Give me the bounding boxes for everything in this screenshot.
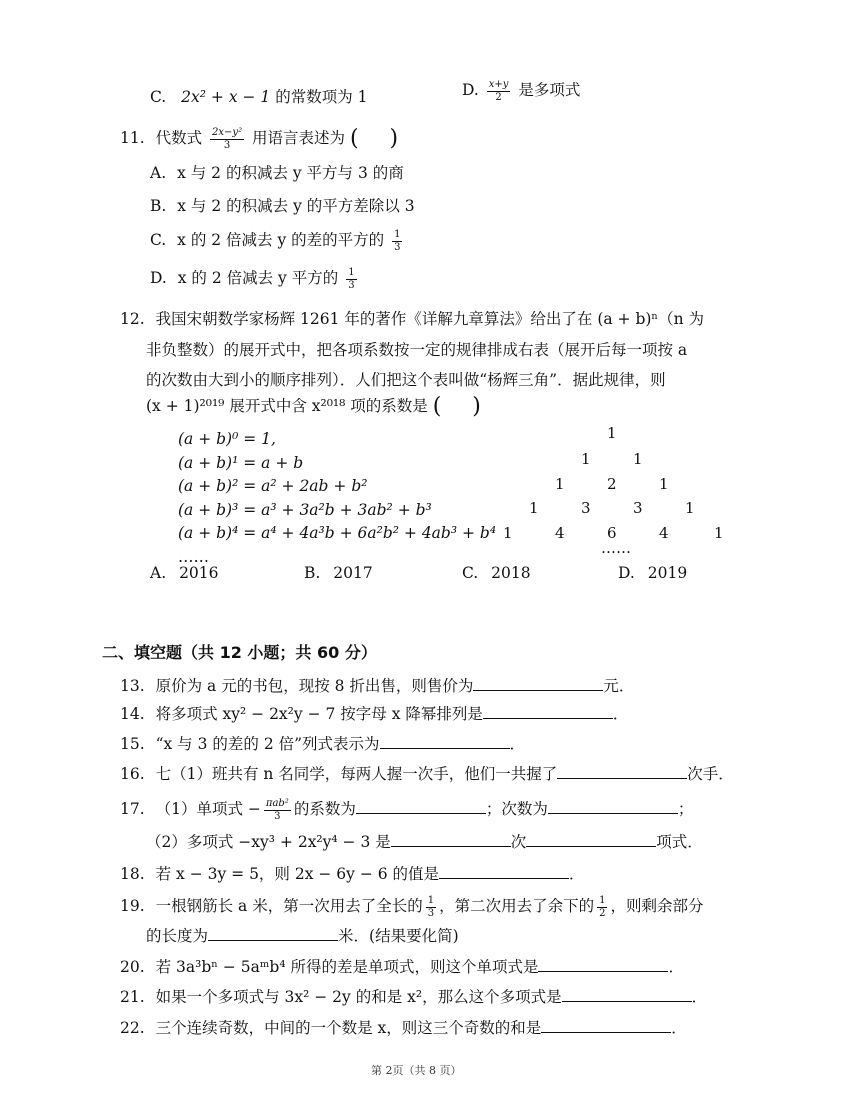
section-title: 二、填空题（共 12 小题；共 60 分）	[102, 643, 377, 662]
fraction: $\frac{1}{3}$	[427, 895, 435, 919]
q11-stem: 11. 代数式 $\frac{\text{2x−y²}}{3}$ 用语言表述为 ( )	[120, 126, 411, 151]
triangle-cell: 1	[633, 450, 643, 468]
q22: 22. 三个连续奇数，中间的一个数是 x，则这三个奇数的和是 ．	[120, 1019, 687, 1037]
q12-option-d: D. 2019	[618, 564, 688, 582]
q10-option-c	[150, 85, 368, 107]
option-label: D.	[462, 81, 479, 99]
q12-line4: (x + 1)²⁰¹⁹ 展开式中含 x²⁰¹⁸ 项的系数是 ( )	[146, 394, 493, 419]
binomial-expansions	[178, 428, 496, 569]
q11-option-d: D. x 的 2 倍减去 y 平方的 $\frac{1}{3}$	[150, 267, 355, 291]
q19-line1: 19. 一根钢筋长 a 米，第一次用去了全长的 $\frac{1}{3}$ ，第二次用去了余下的 $\frac{1}{2}$ ，则剩余部分	[120, 895, 704, 919]
page-footer: 第 2页（共 8 页）	[371, 1064, 462, 1077]
q16: 16. 七（1）班共有 n 名同学，每两人握一次手，他们一共握了 次手．	[120, 765, 734, 783]
triangle-ellipsis: ……	[601, 539, 631, 557]
q17-line1: 17. （1）单项式 − $\frac{\text{πab²}}{3}$ 的系数为 ；次数为 ；	[120, 798, 694, 822]
triangle-cell: 3	[581, 499, 591, 517]
q10-option-d	[462, 78, 580, 103]
q12-option-c: C. 2018	[462, 564, 531, 582]
answer-blank[interactable]	[562, 987, 692, 1002]
fraction: $\frac{1}{3}$	[394, 229, 401, 253]
expansion-3: (a + b)³ = a³ + 3a²b + 3ab² + b³	[178, 500, 432, 519]
q20: 20. 若 3a³bⁿ − 5aᵐb⁴ 所得的差是单项式，则这个单项式是 ．	[120, 958, 684, 976]
fraction: $\frac{\text{2x−y²}}{3}$	[212, 127, 243, 151]
answer-blank[interactable]	[526, 832, 656, 847]
answer-blank[interactable]	[483, 704, 613, 719]
triangle-cell: 1	[503, 524, 513, 542]
option-label: C.	[150, 88, 167, 106]
answer-blank[interactable]	[380, 734, 510, 749]
answer-paren: ( )	[349, 126, 411, 151]
fraction: $\frac{1}{2}$	[599, 895, 606, 919]
option-text: 是多项式	[513, 81, 581, 99]
triangle-cell: 3	[633, 499, 643, 517]
answer-blank[interactable]	[541, 1018, 671, 1033]
question-number: 11.	[120, 129, 145, 147]
triangle-cell: 1	[555, 475, 565, 493]
triangle-cell: 1	[659, 475, 669, 493]
triangle-cell: 1	[607, 424, 617, 442]
expansion-4: (a + b)⁴ = a⁴ + 4a³b + 6a²b² + 4ab³ + b⁴	[178, 524, 497, 542]
q11-option-b: B. x 与 2 的积减去 y 的平方差除以 3	[150, 197, 415, 215]
triangle-cell: 4	[555, 524, 565, 542]
fraction: $\frac{\text{πab²}}{3}$	[265, 798, 289, 822]
option-math: 2x² + x − 1	[181, 88, 271, 106]
expansion-1: (a + b)¹ = a + b	[178, 453, 304, 472]
answer-blank[interactable]	[208, 926, 338, 941]
q14: 14. 将多项式 xy² − 2x²y − 7 按字母 x 降幂排列是 ．	[120, 705, 629, 723]
answer-blank[interactable]	[356, 799, 486, 814]
answer-blank[interactable]	[391, 832, 511, 847]
fraction: $\frac{1}{3}$	[348, 267, 355, 291]
q15: 15. “x 与 3 的差的 2 倍”列式表示为 ．	[120, 735, 526, 753]
q13: 13. 原价为 a 元的书包，现按 8 折出售，则售价为 元．	[120, 677, 635, 695]
q19-line2: 的长度为 米．(结果要化简)	[146, 927, 459, 945]
q12-option-b: B. 2017	[304, 564, 373, 582]
answer-blank[interactable]	[473, 676, 603, 691]
triangle-cell: 1	[581, 450, 591, 468]
q12-line3: 的次数由大到小的顺序排列）．人们把这个表叫做“杨辉三角”．据此规律，则	[146, 371, 666, 389]
expansion-0: (a + b)⁰ = 1,	[178, 430, 276, 448]
expansion-2: (a + b)² = a² + 2ab + b²	[178, 477, 368, 495]
answer-blank[interactable]	[439, 864, 569, 879]
question-number: 12.	[120, 310, 145, 328]
q12-line2: 非负整数）的展开式中，把各项系数按一定的规律排成右表（展开后每一项按 a	[146, 341, 688, 359]
q12-line1: 12. 我国宋朝数学家杨辉 1261 年的著作《详解九章算法》给出了在 (a + b)ⁿ（n 为	[120, 310, 705, 328]
q21: 21. 如果一个多项式与 3x² − 2y 的和是 x²，那么这个多项式是 ．	[120, 988, 708, 1006]
q11-option-a: A. x 与 2 的积减去 y 平方与 3 的商	[150, 164, 404, 182]
triangle-cell: 1	[714, 524, 724, 542]
expansion-ellipsis: ……	[178, 547, 209, 566]
option-text: 的常数项为 1	[270, 88, 368, 106]
answer-blank[interactable]	[548, 799, 678, 814]
triangle-cell: 1	[685, 499, 695, 517]
triangle-cell: 1	[529, 499, 539, 517]
triangle-cell: 2	[607, 475, 617, 493]
fraction: $\frac{x+y}{2}$	[488, 79, 509, 103]
answer-blank[interactable]	[538, 957, 668, 972]
answer-blank[interactable]	[557, 764, 687, 779]
answer-paren: ( )	[432, 394, 493, 419]
q18: 18. 若 x − 3y = 5，则 2x − 6y − 6 的值是 ．	[120, 865, 585, 883]
triangle-cell: 4	[659, 524, 669, 542]
q17-line2: （2）多项式 −xy³ + 2x²y⁴ − 3 是 次 项式．	[146, 833, 703, 851]
q11-option-c: C. x 的 2 倍减去 y 的差的平方的 $\frac{1}{3}$	[150, 229, 401, 253]
q12-option-a: A. 2016	[150, 564, 219, 582]
triangle-cell: 6	[607, 524, 617, 542]
